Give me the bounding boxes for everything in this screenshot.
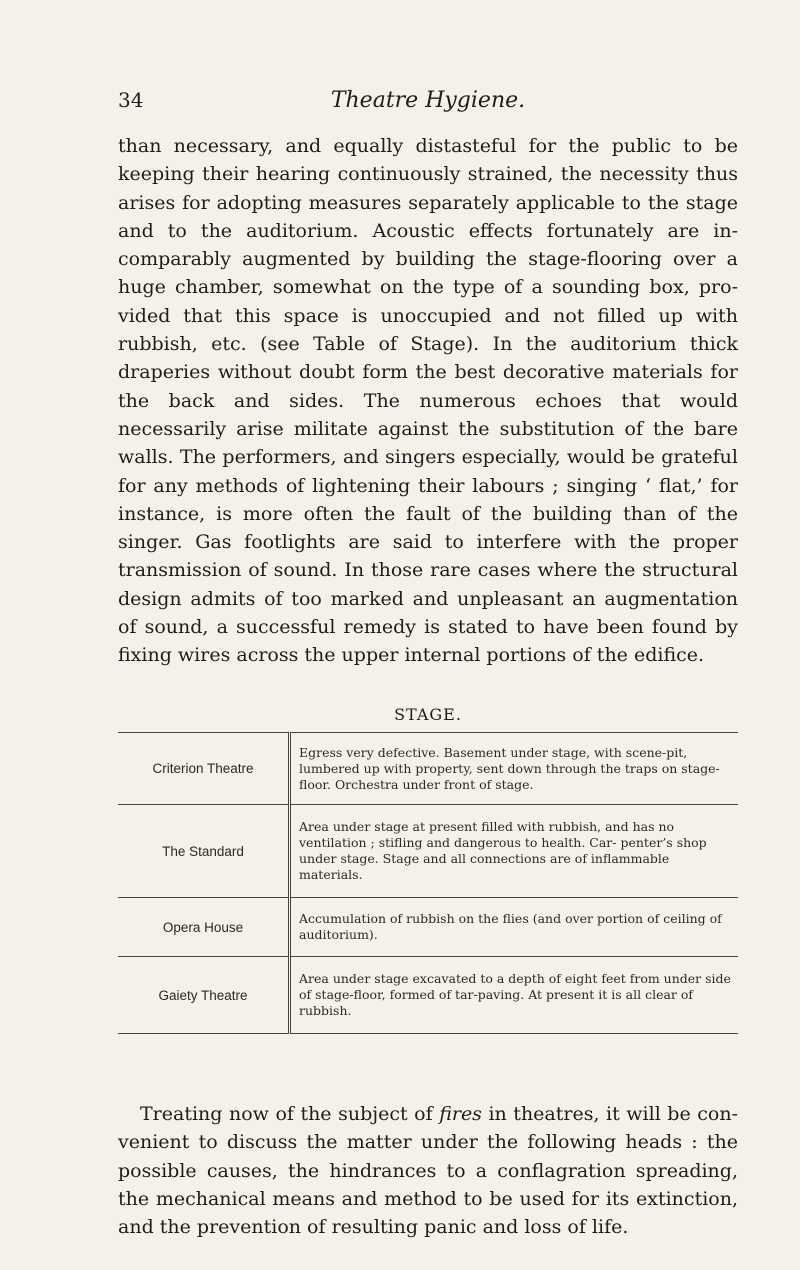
italic-fires: fires [439, 1103, 482, 1125]
table-row [118, 957, 738, 1034]
page-number: 34 [118, 88, 144, 112]
paragraph-fires [118, 1100, 738, 1241]
venue-cell: Opera House [118, 898, 290, 957]
table-row [118, 733, 738, 805]
page-header [118, 88, 738, 118]
description-cell: Accumulation of rubbish on the flies (and over portion of ceiling of auditorium). [290, 898, 739, 957]
paragraph-fires-rest: in theatres, it will be con- venient to discuss the matter under the following heads : the possible causes, the hindrances to a conflagration spreading, the mechanical means and method to be used for its extinction, and the prevention of resulting panic and loss of life. [118, 1103, 738, 1239]
venue-cell: Criterion Theatre [118, 733, 290, 805]
table-row [118, 898, 738, 957]
description-cell: Area under stage excavated to a depth of eight feet from under side of stage-floor, formed of tar-paving. At present it is all clear of rubbish. [290, 957, 739, 1034]
table-title: STAGE. [394, 705, 462, 724]
venue-cell: Gaiety Theatre [118, 957, 290, 1034]
running-title: Theatre Hygiene. [330, 88, 526, 113]
stage-table [118, 732, 738, 1034]
table-row [118, 805, 738, 898]
paragraph-fires-start: Treating now of the subject of [140, 1103, 440, 1125]
description-cell: Egress very defective. Basement under stage, with scene-pit, lumbered up with property, sent down through the traps on stage-floor. Orchestra under front of stage. [290, 733, 739, 805]
paragraph-acoustics: than necessary, and equally distasteful for the public to be keeping their hearing continuously strained, the necessity thus arises for adopting measures separately applicable to the stage and to the auditorium. Acoustic effects fortunately are in- comparably augmented by building the stage-flooring over a huge chamber, somewhat on the type of a sounding box, pro- vided that this space is unoccupied and not filled up with rubbish, etc. (see Table of Stage). In the auditorium thick draperies without doubt form the best decorative materials for the back and sides. The numerous echoes that would necessarily arise militate against the substitution of the bare walls. The performers, and singers especially, would be grateful for any methods of lightening their labours ; singing ‘ flat,’ for instance, is more often the fault of the building than of the singer. Gas footlights are said to interfere with the proper transmission of sound. In those rare cases where the structural design admits of too marked and unpleasant an augmentation of sound, a successful remedy is stated to have been found by fixing wires across the upper internal portions of the edifice. [118, 135, 738, 667]
description-cell: Area under stage at present filled with rubbish, and has no ventilation ; stifling and dangerous to health. Car- penter’s shop under stage. Stage and all connections are of inflammable materials. [290, 805, 739, 898]
venue-cell: The Standard [118, 805, 290, 898]
